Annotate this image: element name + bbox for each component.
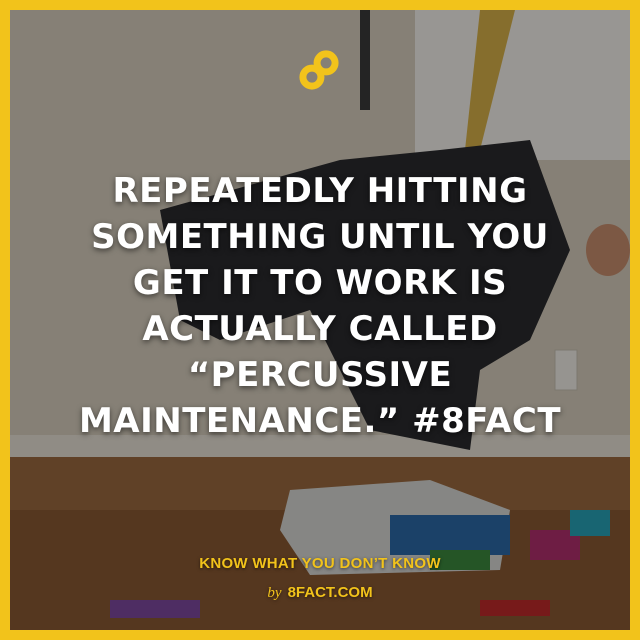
fact-line: GET IT TO WORK IS xyxy=(132,263,508,303)
fact-line: ACTUALLY CALLED xyxy=(142,309,498,349)
brand-tagline: KNOW WHAT YOU DON’T KNOW xyxy=(199,555,441,572)
fact-line: SOMETHING UNTIL YOU xyxy=(91,217,549,257)
fact-line: MAINTENANCE.” #8FACT xyxy=(78,401,562,441)
fact-line: REPEATEDLY HITTING xyxy=(112,171,528,211)
fact-text xyxy=(30,168,610,444)
by-label: by xyxy=(267,585,282,601)
fact-line: “PERCUSSIVE xyxy=(187,355,453,395)
site-link[interactable]: 8FACT.COM xyxy=(287,584,373,601)
infinity-eight-icon xyxy=(295,46,343,94)
brand-byline xyxy=(10,584,630,602)
